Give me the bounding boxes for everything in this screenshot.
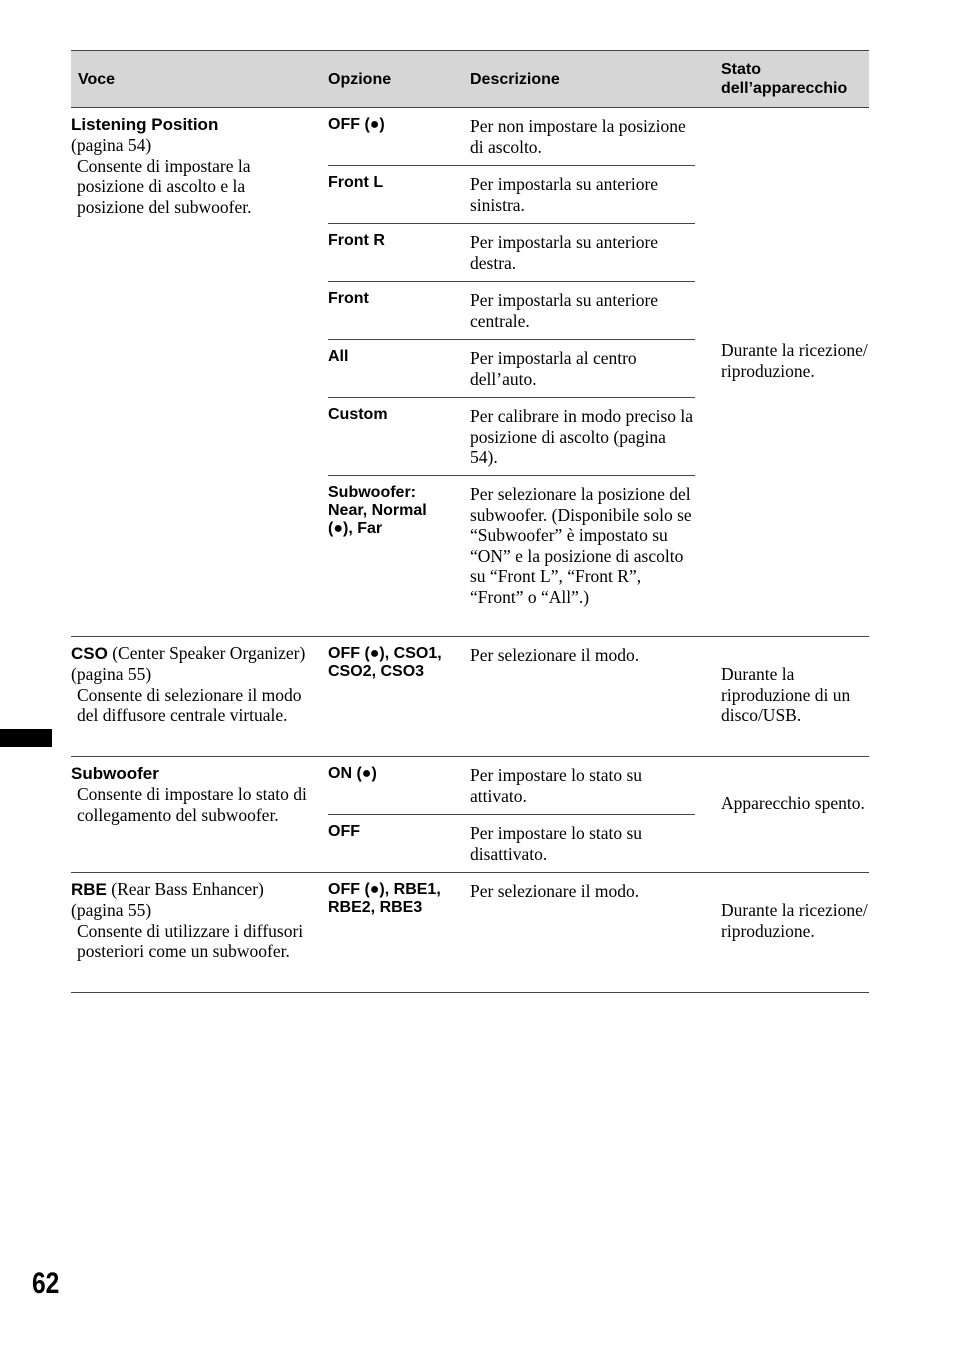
voce-title: RBE xyxy=(71,880,107,899)
header-voce: Voce xyxy=(78,70,116,88)
voce-cell xyxy=(71,763,316,825)
option-name: OFF (●) xyxy=(328,116,385,133)
option-row xyxy=(328,873,695,992)
option-name: Custom xyxy=(328,406,388,423)
row-cso xyxy=(71,637,869,757)
header-descrizione: Descrizione xyxy=(470,70,560,88)
option-description: Per calibrare in modo preciso la posizione di ascolto (pagina 54). xyxy=(470,406,694,467)
header-stato-line2: dell’apparecchio xyxy=(721,80,848,97)
options-list xyxy=(328,637,695,756)
header-opzione: Opzione xyxy=(328,70,392,88)
page-number: 62 xyxy=(32,1267,60,1300)
option-name: Front L xyxy=(328,174,384,191)
voce-cell xyxy=(71,879,316,962)
option-name: Subwoofer: Near, Normal (●), Far xyxy=(328,484,427,537)
option-row xyxy=(328,815,695,872)
option-description: Per impostare lo stato su disattivato. xyxy=(470,823,643,864)
options-list xyxy=(328,757,695,872)
option-description: Per selezionare la posizione del subwoofer. (Disponibile solo se “Subwoofer” è impostato su “ON” e la posizione di ascolto su “Front L”, “Front R”, “Front” o “All”.) xyxy=(470,484,692,607)
option-description: Per impostarla al centro dell’auto. xyxy=(470,348,637,389)
voce-title-suffix: (Center Speaker Organizer) (pagina 55) xyxy=(71,643,306,684)
option-name: ON (●) xyxy=(328,765,377,782)
option-row xyxy=(328,398,695,476)
option-description: Per non impostare la posizione di ascolto. xyxy=(470,116,686,157)
voce-title: Listening Position xyxy=(71,115,219,134)
voce-description: Consente di selezionare il modo del diffusore centrale virtuale. xyxy=(77,684,302,725)
row-listening-position xyxy=(71,108,869,637)
header-stato-line1: Stato xyxy=(721,61,761,78)
voce-description: Consente di impostare lo stato di collegamento del subwoofer. xyxy=(77,784,307,825)
option-description: Per impostare lo stato su attivato. xyxy=(470,765,643,806)
header-stato xyxy=(721,51,869,107)
stato-cell: Durante la riproduzione di un disco/USB. xyxy=(721,664,851,725)
voce-description: Consente di impostare la posizione di ascolto e la posizione del subwoofer. xyxy=(77,155,252,217)
table-header xyxy=(71,50,869,108)
voce-cell xyxy=(71,643,316,726)
option-name: All xyxy=(328,348,349,365)
voce-title-suffix: (Rear Bass Enhancer) (pagina 55) xyxy=(71,879,264,920)
voce-page-ref: (pagina 54) xyxy=(71,135,152,155)
options-list xyxy=(328,108,695,636)
option-name: OFF (●), RBE1, RBE2, RBE3 xyxy=(328,881,441,916)
stato-cell: Durante la ricezione/ riproduzione. xyxy=(721,340,868,381)
option-name: Front xyxy=(328,290,369,307)
option-name: Front R xyxy=(328,232,385,249)
option-row xyxy=(328,476,695,636)
option-description: Per selezionare il modo. xyxy=(470,881,640,901)
section-tab-marker xyxy=(0,729,52,747)
option-row xyxy=(328,282,695,340)
voce-description: Consente di utilizzare i diffusori posteriori come un subwoofer. xyxy=(77,920,304,961)
voce-cell xyxy=(71,114,316,217)
settings-table xyxy=(71,50,869,993)
option-name: OFF xyxy=(328,823,360,840)
row-subwoofer xyxy=(71,757,869,873)
option-row xyxy=(328,637,695,756)
stato-cell: Apparecchio spento. xyxy=(721,793,865,813)
option-description: Per impostarla su anteriore destra. xyxy=(470,232,659,273)
voce-title: Subwoofer xyxy=(71,764,159,783)
option-row xyxy=(328,757,695,815)
option-name: OFF (●), CSO1, CSO2, CSO3 xyxy=(328,645,442,680)
option-row xyxy=(328,340,695,398)
row-rbe xyxy=(71,873,869,993)
option-row xyxy=(328,108,695,166)
stato-cell: Durante la ricezione/ riproduzione. xyxy=(721,900,868,941)
option-description: Per selezionare il modo. xyxy=(470,645,640,665)
voce-title: CSO xyxy=(71,644,108,663)
option-row xyxy=(328,166,695,224)
option-row xyxy=(328,224,695,282)
option-description: Per impostarla su anteriore sinistra. xyxy=(470,174,659,215)
options-list xyxy=(328,873,695,992)
option-description: Per impostarla su anteriore centrale. xyxy=(470,290,659,331)
